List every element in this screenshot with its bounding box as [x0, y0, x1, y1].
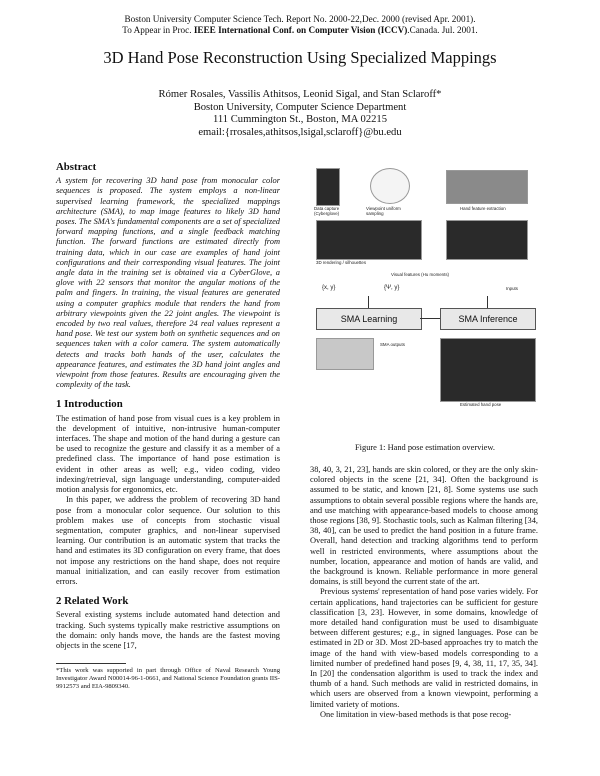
- author-block: [0, 89, 600, 139]
- right-column-paragraph: One limitation in view-based methods is that pose recog-: [320, 709, 512, 719]
- footnote: *This work was supported in part through Office of Naval Research Young Investigator Award N00014-96-1-0661, and National Science Foundation grants IIS-9912573 and EIA-9809340.: [56, 667, 280, 691]
- sma-inference-box: SMA Inference: [440, 308, 536, 330]
- paper-title: 3D Hand Pose Reconstruction Using Specialized Mappings: [103, 48, 497, 67]
- author-address: 111 Cummington St., Boston, MA 02215: [212, 114, 388, 126]
- video-frames-image: [446, 170, 528, 204]
- footnote-rule: [56, 663, 126, 664]
- figure-label-sma-outputs: SMA outputs: [380, 342, 405, 347]
- figure-math-mid: {Ψ, y}: [384, 285, 400, 291]
- related-work-paragraph: Several existing systems include automated hand detection and tracking. Such systems typically make restrictive assumptions on the domain: only hands move, the hands are the fastest moving objects in the scene [17,: [56, 610, 280, 650]
- arrow-to-inference: [487, 296, 488, 308]
- rendered-hands-image: [316, 220, 422, 260]
- arrow-to-learning: [368, 296, 369, 308]
- inference-results-image: [440, 338, 536, 402]
- publication-note-line1: Boston University Computer Science Tech. Report No. 2000-22,Dec. 2000 (revised Apr. 2001).: [124, 14, 476, 24]
- right-column-paragraph: 38, 40, 3, 21, 23], hands are skin colored, or they are the only skin-colored objects in the scene [21, 34]. Often the background is assumed to be static, and known [21, 8]. Some systems use such assumptions to obtain several possible regions where the hands are, and use matching with appearance-based models to choose among those regions [38, 9]. Stochastic tools, such as Kalman filtering [34, 38, 40], can be used to predict the hand position in a future frame. Overall, hand detection and tracking algorithms tend to perform well in restricted environments, where assumptions about the number, location, appearance and motion of hands are valid, and the background is known. Reliable performance in more general domains, is still beyond the current state of the art.: [310, 465, 538, 587]
- cyberglove-photo: [316, 168, 340, 206]
- introduction-paragraph: In this paper, we address the problem of recovering 3D hand pose from a monocular color sequence. Our solution to this problem makes use of concepts from stochastic visual segmentation, computer graphics, and non-linear supervised learning. Our contribution is an automatic system that tracks the hand and estimates its 3D configuration on every frame, that does not impose any restrictions on the hand shape, does not require manual initialization, and can easily recover from estimation errors.: [56, 495, 280, 586]
- viewpoint-sphere-image: [370, 168, 410, 204]
- author-names: Rómer Rosales, Vassilis Athitsos, Leonid Sigal, and Stan Sclaroff*: [158, 89, 442, 100]
- figure-label-inputs: Inputs: [506, 286, 518, 291]
- figure-label-moment-features: Visual features (Hu moments): [391, 272, 449, 277]
- author-email: email:{rrosales,athitsos,lsigal,sclaroff}@bu.edu: [198, 126, 402, 138]
- figure-label-feature-extraction: Hand feature extraction: [460, 206, 506, 211]
- segmented-hands-image: [446, 220, 528, 260]
- introduction-heading: 1 Introduction: [56, 398, 123, 411]
- introduction-paragraph: The estimation of hand pose from visual cues is a key problem in the development of intuitive, non-intrusive human-computer interfaces. The shape and motion of the hand during a gesture can be used to recognize the gesture and classify it as a member of a predefined class. The importance of hand pose estimation is evident in other areas as well; e.g., video coding, video indexing/retrieval, sign language understanding, computer-aided motion analysis for ergonomics, etc.: [56, 413, 280, 495]
- abstract-heading: Abstract: [56, 161, 97, 173]
- figure-hand-pose-overview: [310, 162, 540, 438]
- training-stacks-image: [316, 338, 374, 370]
- right-column: [310, 465, 538, 720]
- figure-label-viewpoint: Viewpoint uniform sampling: [366, 206, 401, 216]
- left-column: [56, 162, 280, 691]
- figure-label-estimated-pose: Estimated hand pose: [460, 402, 502, 407]
- figure-math-left: {x, y}: [322, 285, 336, 291]
- figure-label-data-capture: Data capture (Cyberglove): [314, 206, 340, 216]
- figure-caption: Figure 1: Hand pose estimation overview.: [355, 443, 495, 452]
- sma-learning-box: SMA Learning: [316, 308, 422, 330]
- figure-label-render: 3D rendering / silhouettes: [316, 260, 367, 265]
- learning-to-inference-arrow: [420, 318, 440, 319]
- related-work-heading: 2 Related Work: [56, 595, 129, 608]
- right-column-paragraph: Previous systems' representation of hand pose varies widely. For certain applications, hand trajectories can be sufficient for gesture classification [3, 23]. However, in some domains, knowledge of more detailed hand configuration must be used to disambiguate between different gestures; e.g., in signed languages. Pose can be estimated in 2D or 3D. Most 2D-based approaches try to match the image of the hand with view-based models corresponding to a limited number of predefined hand poses [9, 4, 38, 11, 17, 35, 34]. In [20] the condensation algorithm is used to track the index and thumb of a hand. Such methods are valid in restricted domains, in which users are observed from a known viewpoint, performing a limited variety of motions.: [310, 587, 538, 709]
- publication-note: [0, 14, 600, 36]
- abstract-text: A system for recovering 3D hand pose from monocular color sequences is proposed. The system employs a non-linear supervised learning framework, the specialized mappings architecture (SMA), to map image features to likely 3D hand poses. The SMA's fundamental components are a set of specialized forward mapping functions, and a single feedback matching function. The forward functions are estimated directly from training data, which in our case are examples of hand joint configurations and their corresponding visual features. The joint angle data in the training set is obtained via a CyberGlove, a glove with 22 sensors that monitor the angular motions of the palm and fingers. In training, the visual features are generated using a computer graphics module that renders the hand from arbitrary viewpoints given the 22 joint angles. The viewpoint is encoded by two real values, therefore 24 real values represent a hand pose. We test our system both on synthetic sequences and on sequences taken with a color camera. The system automatically detects and tracks both hands of the user, calculates the appearance features, and estimates the 3D hand joint angles and viewpoint from those features. Results are encouraging given the complexity of the task.: [56, 176, 280, 390]
- author-affiliation: Boston University, Computer Science Department: [193, 101, 407, 113]
- publication-note-line2: To Appear in Proc. IEEE International Conf. on Computer Vision (ICCV).Canada. Jul. 2001.: [122, 25, 478, 35]
